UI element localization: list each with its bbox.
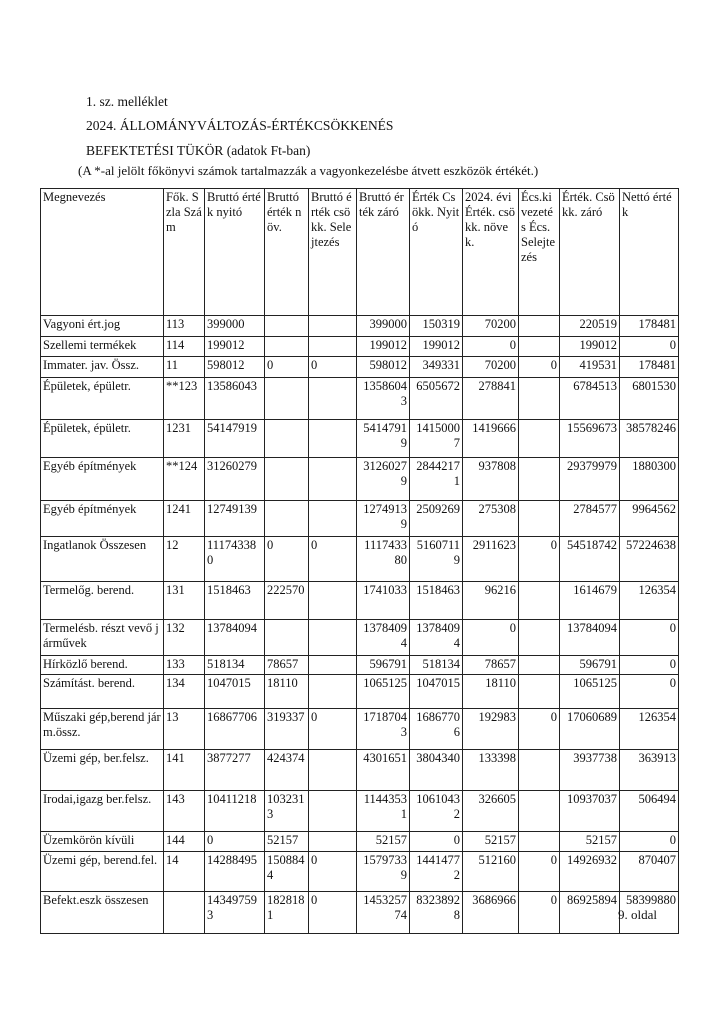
- table-cell: 399000: [205, 316, 265, 337]
- table-cell: 143497593: [205, 892, 265, 934]
- table-cell: 14150007: [410, 420, 463, 458]
- table-cell: 2911623: [463, 537, 519, 582]
- table-cell: 6784513: [560, 378, 620, 420]
- table-cell: 1032313: [265, 791, 309, 832]
- table-cell: 0: [620, 620, 679, 656]
- table-cell: 126354: [620, 582, 679, 620]
- table-cell: [519, 378, 560, 420]
- table-row: [41, 791, 679, 832]
- table-cell: 9964562: [620, 501, 679, 537]
- column-header: Érték. Csökk. záró: [560, 189, 620, 316]
- row-label: Termelésb. részt vevő járművek: [41, 620, 164, 656]
- table-cell: 0: [519, 357, 560, 378]
- column-header: Nettó érték: [620, 189, 679, 316]
- table-cell: 114: [164, 337, 205, 357]
- row-label: Üzemi gép, ber.felsz.: [41, 750, 164, 791]
- table-cell: 15797339: [357, 852, 410, 892]
- table-cell: [309, 582, 357, 620]
- table-cell: 326605: [463, 791, 519, 832]
- column-header: Bruttó érték csökk. Selejtezés: [309, 189, 357, 316]
- table-cell: 192983: [463, 709, 519, 750]
- table-cell: 113: [164, 316, 205, 337]
- document-subtitle: BEFEKTETÉSI TÜKÖR (adatok Ft-ban): [86, 143, 311, 158]
- table-cell: 86925894: [560, 892, 620, 934]
- table-cell: 178481: [620, 357, 679, 378]
- row-label: Egyéb építmények: [41, 458, 164, 501]
- table-cell: 0: [519, 709, 560, 750]
- row-label: Számítást. berend.: [41, 675, 164, 709]
- table-cell: 133: [164, 656, 205, 675]
- table-cell: 0: [519, 852, 560, 892]
- table-cell: 199012: [357, 337, 410, 357]
- table-cell: 178481: [620, 316, 679, 337]
- table-cell: [265, 378, 309, 420]
- column-header: Bruttó érték nyitó: [205, 189, 265, 316]
- table-cell: 1419666: [463, 420, 519, 458]
- table-cell: 0: [519, 892, 560, 934]
- table-cell: 3937738: [560, 750, 620, 791]
- table-cell: 54147919: [357, 420, 410, 458]
- table-cell: [309, 458, 357, 501]
- table-row: [41, 316, 679, 337]
- row-label: Szellemi termékek: [41, 337, 164, 357]
- table-body: [41, 316, 679, 934]
- table-cell: 1828181: [265, 892, 309, 934]
- table-cell: [309, 337, 357, 357]
- table-cell: 12749139: [205, 501, 265, 537]
- table-cell: 1614679: [560, 582, 620, 620]
- table-cell: 0: [620, 675, 679, 709]
- row-label: Épületek, épületr.: [41, 378, 164, 420]
- table-cell: 17060689: [560, 709, 620, 750]
- annex-number: 1. sz. melléklet: [86, 94, 168, 109]
- table-cell: 512160: [463, 852, 519, 892]
- table-cell: 1065125: [560, 675, 620, 709]
- table-cell: 70200: [463, 316, 519, 337]
- table-cell: 12749139: [357, 501, 410, 537]
- table-row: [41, 420, 679, 458]
- table-cell: 0: [205, 832, 265, 852]
- table-cell: 150319: [410, 316, 463, 337]
- table-row: [41, 832, 679, 852]
- table-cell: 18110: [265, 675, 309, 709]
- table-row: [41, 582, 679, 620]
- table-row: [41, 892, 679, 934]
- table-cell: [309, 656, 357, 675]
- table-cell: 319337: [265, 709, 309, 750]
- row-label: Ingatlanok Összesen: [41, 537, 164, 582]
- table-cell: 11: [164, 357, 205, 378]
- table-cell: 598012: [205, 357, 265, 378]
- table-cell: **124: [164, 458, 205, 501]
- table-cell: 3804340: [410, 750, 463, 791]
- table-cell: [265, 501, 309, 537]
- table-row: [41, 620, 679, 656]
- table-cell: 0: [620, 656, 679, 675]
- table-cell: 1047015: [205, 675, 265, 709]
- table-header-row: [41, 189, 679, 316]
- table-cell: 0: [309, 709, 357, 750]
- table-cell: 1231: [164, 420, 205, 458]
- table-cell: [519, 582, 560, 620]
- table-cell: 0: [463, 620, 519, 656]
- table-cell: 12: [164, 537, 205, 582]
- table-cell: [265, 316, 309, 337]
- table-cell: 15569673: [560, 420, 620, 458]
- table-cell: [309, 420, 357, 458]
- table-row: [41, 709, 679, 750]
- table-cell: [519, 458, 560, 501]
- table-cell: 141: [164, 750, 205, 791]
- table-cell: 111743380: [357, 537, 410, 582]
- table-cell: 1518463: [410, 582, 463, 620]
- table-cell: 518134: [410, 656, 463, 675]
- table-cell: 126354: [620, 709, 679, 750]
- table-row: [41, 501, 679, 537]
- row-label: Épületek, épületr.: [41, 420, 164, 458]
- table-cell: 0: [463, 337, 519, 357]
- table-cell: 506494: [620, 791, 679, 832]
- table-cell: 133398: [463, 750, 519, 791]
- table-cell: 13784094: [357, 620, 410, 656]
- table-cell: 54147919: [205, 420, 265, 458]
- table-cell: 29379979: [560, 458, 620, 501]
- table-cell: 13586043: [205, 378, 265, 420]
- table-cell: [519, 501, 560, 537]
- table-cell: [519, 316, 560, 337]
- table-cell: 1880300: [620, 458, 679, 501]
- table-cell: [309, 316, 357, 337]
- table-cell: 111743380: [205, 537, 265, 582]
- table-cell: 937808: [463, 458, 519, 501]
- table-cell: 38578246: [620, 420, 679, 458]
- table-cell: 78657: [463, 656, 519, 675]
- table-cell: [309, 378, 357, 420]
- table-cell: 31260279: [357, 458, 410, 501]
- asset-table: [40, 188, 679, 934]
- table-cell: 13586043: [357, 378, 410, 420]
- table-cell: 278841: [463, 378, 519, 420]
- table-cell: [164, 892, 205, 934]
- table-row: [41, 675, 679, 709]
- table-cell: 52157: [357, 832, 410, 852]
- table-cell: 0: [620, 832, 679, 852]
- table-cell: 1518463: [205, 582, 265, 620]
- table-cell: [309, 620, 357, 656]
- table-cell: [519, 656, 560, 675]
- table-cell: 424374: [265, 750, 309, 791]
- table-cell: 31260279: [205, 458, 265, 501]
- table-cell: 220519: [560, 316, 620, 337]
- table-cell: [519, 337, 560, 357]
- row-label: Vagyoni ért.jog: [41, 316, 164, 337]
- column-header: 2024. évi Érték. csökk. növek.: [463, 189, 519, 316]
- table-cell: 52157: [463, 832, 519, 852]
- table-cell: 222570: [265, 582, 309, 620]
- table-row: [41, 750, 679, 791]
- table-cell: 13784094: [205, 620, 265, 656]
- column-header: Megnevezés: [41, 189, 164, 316]
- table-cell: 1508844: [265, 852, 309, 892]
- table-cell: 0: [309, 537, 357, 582]
- table-cell: 1241: [164, 501, 205, 537]
- table-cell: 1741033: [357, 582, 410, 620]
- table-cell: 0: [265, 357, 309, 378]
- table-cell: [265, 620, 309, 656]
- table-cell: 144: [164, 832, 205, 852]
- row-label: Befekt.eszk összesen: [41, 892, 164, 934]
- table-cell: 419531: [560, 357, 620, 378]
- table-cell: 3877277: [205, 750, 265, 791]
- table-cell: 78657: [265, 656, 309, 675]
- table-cell: [519, 420, 560, 458]
- table-cell: 596791: [357, 656, 410, 675]
- column-header: Fők. Szla Szám: [164, 189, 205, 316]
- table-cell: 0: [265, 537, 309, 582]
- table-cell: 11443531: [357, 791, 410, 832]
- table-cell: 6801530: [620, 378, 679, 420]
- table-cell: 70200: [463, 357, 519, 378]
- table-cell: 14288495: [205, 852, 265, 892]
- table-cell: 17187043: [357, 709, 410, 750]
- column-header: Érték Csökk. Nyitó: [410, 189, 463, 316]
- document-title: 2024. ÁLLOMÁNYVÁLTOZÁS-ÉRTÉKCSÖKKENÉS: [86, 118, 394, 133]
- table-cell: 16867706: [205, 709, 265, 750]
- table-cell: [519, 791, 560, 832]
- table-cell: 57224638: [620, 537, 679, 582]
- table-cell: [519, 675, 560, 709]
- table-cell: [309, 750, 357, 791]
- table-cell: 52157: [265, 832, 309, 852]
- table-cell: 132: [164, 620, 205, 656]
- table-cell: 16867706: [410, 709, 463, 750]
- column-header: Bruttó érték záró: [357, 189, 410, 316]
- table-cell: 1065125: [357, 675, 410, 709]
- table-cell: 363913: [620, 750, 679, 791]
- table-cell: [309, 832, 357, 852]
- table-cell: [265, 337, 309, 357]
- table-cell: 6505672: [410, 378, 463, 420]
- table-cell: 199012: [560, 337, 620, 357]
- column-header: Bruttó érték növ.: [265, 189, 309, 316]
- table-cell: 52157: [560, 832, 620, 852]
- table-cell: [309, 675, 357, 709]
- row-label: Immater. jav. Össz.: [41, 357, 164, 378]
- table-cell: 0: [309, 357, 357, 378]
- table-cell: [519, 832, 560, 852]
- table-cell: 28442171: [410, 458, 463, 501]
- table-cell: 18110: [463, 675, 519, 709]
- table-cell: 0: [410, 832, 463, 852]
- table-cell: 4301651: [357, 750, 410, 791]
- table-cell: 596791: [560, 656, 620, 675]
- table-cell: 134: [164, 675, 205, 709]
- table-cell: **123: [164, 378, 205, 420]
- table-cell: 349331: [410, 357, 463, 378]
- table-cell: 2784577: [560, 501, 620, 537]
- row-label: Üzemkörön kívüli: [41, 832, 164, 852]
- table-cell: 199012: [205, 337, 265, 357]
- table-cell: 96216: [463, 582, 519, 620]
- table-cell: 3686966: [463, 892, 519, 934]
- table-cell: 14414772: [410, 852, 463, 892]
- table-cell: 13784094: [560, 620, 620, 656]
- table-cell: 0: [519, 537, 560, 582]
- table-cell: 0: [309, 892, 357, 934]
- table-row: [41, 357, 679, 378]
- table-cell: 143: [164, 791, 205, 832]
- table-cell: 598012: [357, 357, 410, 378]
- table-cell: 1047015: [410, 675, 463, 709]
- row-label: Hírközlő berend.: [41, 656, 164, 675]
- row-label: Termelőg. berend.: [41, 582, 164, 620]
- table-row: [41, 656, 679, 675]
- column-header: Écs.kivezetés Écs. Selejtezés: [519, 189, 560, 316]
- table-cell: 0: [309, 852, 357, 892]
- table-cell: [519, 620, 560, 656]
- table-row: [41, 458, 679, 501]
- table-cell: 14926932: [560, 852, 620, 892]
- table-cell: 399000: [357, 316, 410, 337]
- table-cell: 13784094: [410, 620, 463, 656]
- table-cell: 10610432: [410, 791, 463, 832]
- table-cell: 131: [164, 582, 205, 620]
- table-row: [41, 852, 679, 892]
- table-cell: 10937037: [560, 791, 620, 832]
- table-cell: [265, 458, 309, 501]
- row-label: Műszaki gép,berend járm.össz.: [41, 709, 164, 750]
- page-number: 9. oldal: [618, 907, 657, 922]
- table-cell: [265, 420, 309, 458]
- row-label: Üzemi gép, berend.fel.: [41, 852, 164, 892]
- table-cell: 10411218: [205, 791, 265, 832]
- table-cell: 83238928: [410, 892, 463, 934]
- table-row: [41, 537, 679, 582]
- document-note: (A *-al jelölt főkönyvi számok tartalmazzák a vagyonkezelésbe átvett eszközök értékét.): [78, 163, 539, 178]
- table-cell: 199012: [410, 337, 463, 357]
- table-cell: 145325774: [357, 892, 410, 934]
- table-cell: 58399880: [620, 892, 679, 934]
- row-label: Egyéb építmények: [41, 501, 164, 537]
- table-cell: 51607119: [410, 537, 463, 582]
- table-cell: 275308: [463, 501, 519, 537]
- table-cell: 518134: [205, 656, 265, 675]
- table-cell: 54518742: [560, 537, 620, 582]
- table-cell: 870407: [620, 852, 679, 892]
- table-row: [41, 337, 679, 357]
- table-cell: 2509269: [410, 501, 463, 537]
- table-row: [41, 378, 679, 420]
- table-cell: [309, 791, 357, 832]
- table-cell: [309, 501, 357, 537]
- table-cell: [519, 750, 560, 791]
- row-label: Irodai,igazg ber.felsz.: [41, 791, 164, 832]
- table-cell: 13: [164, 709, 205, 750]
- table-cell: 0: [620, 337, 679, 357]
- table-cell: 14: [164, 852, 205, 892]
